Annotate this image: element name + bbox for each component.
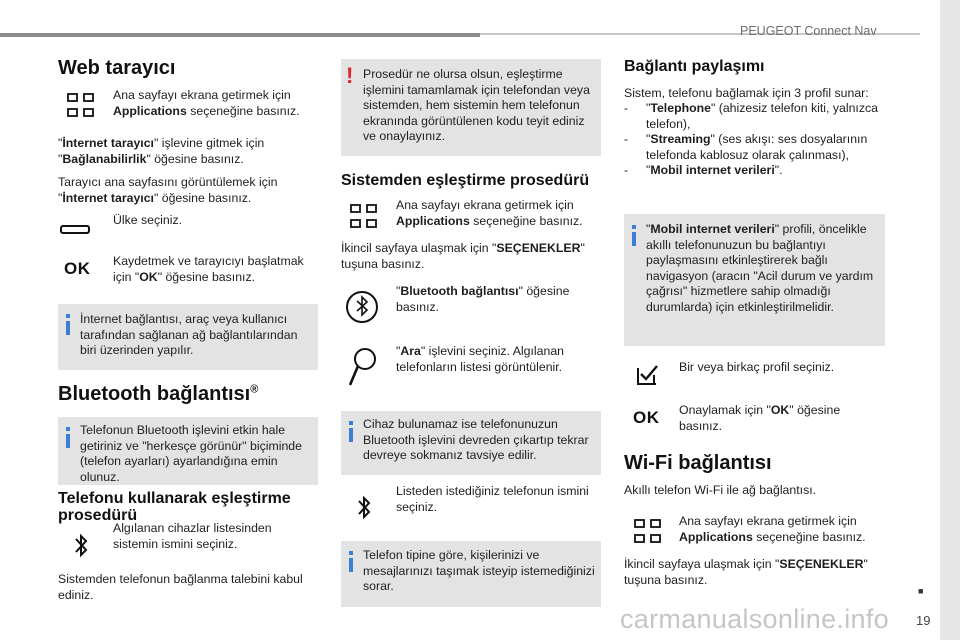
warning-box — [341, 59, 601, 156]
step-applications-2: Ana sayfayı ekrana getirmek için Applications seçeneğine basınız. — [396, 198, 583, 228]
select-country: Ülke seçiniz. — [113, 213, 183, 227]
apps-grid-icon — [67, 93, 95, 119]
info-icon-dot — [66, 314, 70, 318]
info-icon — [66, 434, 70, 448]
info-bluetooth-text: Telefonun Bluetooth işlevini etkin hale getiriniz ve "herkesçe görünür" biçiminde (telefon ayarları) ayarlandığına emin olunuz. — [80, 423, 302, 484]
info-icon — [632, 232, 636, 246]
system-pairing-title: Sistemden eşleştirme prosedürü — [341, 172, 590, 189]
info-internet-text: İnternet bağlantısı, araç veya kullanıcı tarafından sağlanan ağ bağlantılarından biri üzerinden yapılır. — [80, 312, 298, 357]
bluetooth-icon — [73, 531, 89, 561]
search-step: "Ara" işlevini seçiniz. Algılanan telefonların listesi görüntülenir. — [396, 344, 565, 374]
profile-item: - "Streaming" (ses akışı: ses dosyalarının telefonda kablosuz olarak çalınması), — [624, 132, 868, 162]
info-icon-dot — [66, 427, 70, 431]
save-instruction: Kaydetmek ve tarayıcıyı başlatmak için "OK" öğesine basınız. — [113, 254, 304, 284]
page-edge-strip — [940, 0, 960, 640]
ok-icon: OK — [64, 259, 91, 278]
warning-text: Prosedür ne olursa olsun, eşleştirme işlemini tamamlamak için telefondan veya sistemden, hem sistemin hem telefonun ekranında görüntülenen kodu teyit ediniz ve onaylayınız. — [363, 67, 590, 143]
info-icon — [349, 428, 353, 442]
profile-item: - "Mobil internet verileri". — [624, 163, 783, 177]
mobile-data-text: "Mobil internet verileri" profili, öncelikle akıllı telefonunuzun bu bağlantıyı paylaşmasını etkinleştirerek bağlı navigasyon (aracın "Acil durum ve yardım çağrısı" hizmetlere sahip olmadığı durumlarda) için etkinleştirilmelidir. — [646, 222, 874, 314]
ok-icon: OK — [633, 408, 660, 427]
select-system-name: Algılanan cihazlar listesinden sistemin ismini seçiniz. — [113, 521, 272, 551]
info-icon — [66, 321, 70, 335]
wifi-intro: Akıllı telefon Wi-Fi ile ağ bağlantısı. — [624, 483, 817, 497]
apps-grid-icon — [634, 519, 662, 545]
select-phone-name: Listeden istediğiniz telefonun ismini seçiniz. — [396, 484, 589, 514]
watermark: carmanualsonline.info — [620, 604, 889, 634]
info-box-internet — [58, 304, 318, 370]
profile-item: - "Telephone" (ahizesiz telefon kiti, yalnızca telefon), — [624, 101, 878, 131]
internet-browser-instruction: "İnternet tarayıcı" işlevine gitmek için "Bağlanabilirlik" öğesine basınız. — [58, 136, 265, 166]
brand-label: PEUGEOT Connect Nav — [740, 24, 877, 38]
header-rule — [0, 33, 480, 37]
bluetooth-circle-icon — [345, 283, 379, 327]
info-icon-dot — [632, 225, 636, 229]
contacts-text: Telefon tipine göre, kişilerinizi ve mesajlarınızı taşımak isteyip istemediğinizi sorar. — [363, 548, 595, 593]
info-box-device-not-found — [341, 411, 601, 475]
warning-icon: ! — [346, 63, 354, 88]
confirm-instruction: Onaylamak için "OK" öğesine basınız. — [679, 403, 841, 433]
options-instruction: İkincil sayfaya ulaşmak için "SEÇENEKLER" tuşuna basınız. — [341, 241, 585, 271]
bluetooth-icon — [356, 493, 372, 523]
connection-sharing-title: Bağlantı paylaşımı — [624, 58, 765, 75]
step-applications: Ana sayfayı ekrana getirmek için Applications seçeneğine basınız. — [113, 88, 300, 118]
checkbox-icon — [635, 361, 661, 387]
info-icon — [349, 558, 353, 572]
step-applications-3: Ana sayfayı ekrana getirmek için Applications seçeneğine basınız. — [679, 514, 866, 544]
continue-marker: ■ — [918, 586, 924, 596]
accept-request: Sistemden telefonun bağlanma talebini kabul ediniz. — [58, 572, 303, 602]
web-browser-title: Web tarayıcı — [58, 57, 176, 79]
wifi-title: Wi-Fi bağlantısı — [624, 452, 772, 474]
page-number: 19 — [916, 613, 931, 628]
bluetooth-title: Bluetooth bağlantısı® — [58, 383, 259, 405]
info-icon-dot — [349, 551, 353, 555]
info-box-contacts — [341, 541, 601, 607]
info-box-mobile-data — [624, 214, 885, 346]
info-box-bluetooth — [58, 417, 318, 485]
bluetooth-connection-step: "Bluetooth bağlantısı" öğesine basınız. — [396, 284, 570, 314]
select-bar-icon — [60, 225, 90, 235]
profiles-list — [624, 101, 886, 179]
profiles-intro: Sistem, telefonu bağlamak için 3 profil sunar: — [624, 86, 869, 100]
options-instruction-2: İkincil sayfaya ulaşmak için "SEÇENEKLER" tuşuna basınız. — [624, 557, 868, 587]
info-icon-dot — [349, 421, 353, 425]
device-not-found-text: Cihaz bulunamaz ise telefonunuzun Bluetooth işlevini devreden çıkartıp tekrar devreye sokmanız tavsiye edilir. — [363, 417, 589, 462]
phone-pairing-title: Telefonu kullanarak eşleştirme prosedürü — [58, 490, 291, 524]
search-icon — [348, 345, 378, 389]
choose-profile: Bir veya birkaç profil seçiniz. — [679, 360, 835, 374]
apps-grid-icon — [350, 204, 378, 230]
browser-home-instruction: Tarayıcı ana sayfasını görüntülemek için "İnternet tarayıcı" öğesine basınız. — [58, 175, 278, 205]
